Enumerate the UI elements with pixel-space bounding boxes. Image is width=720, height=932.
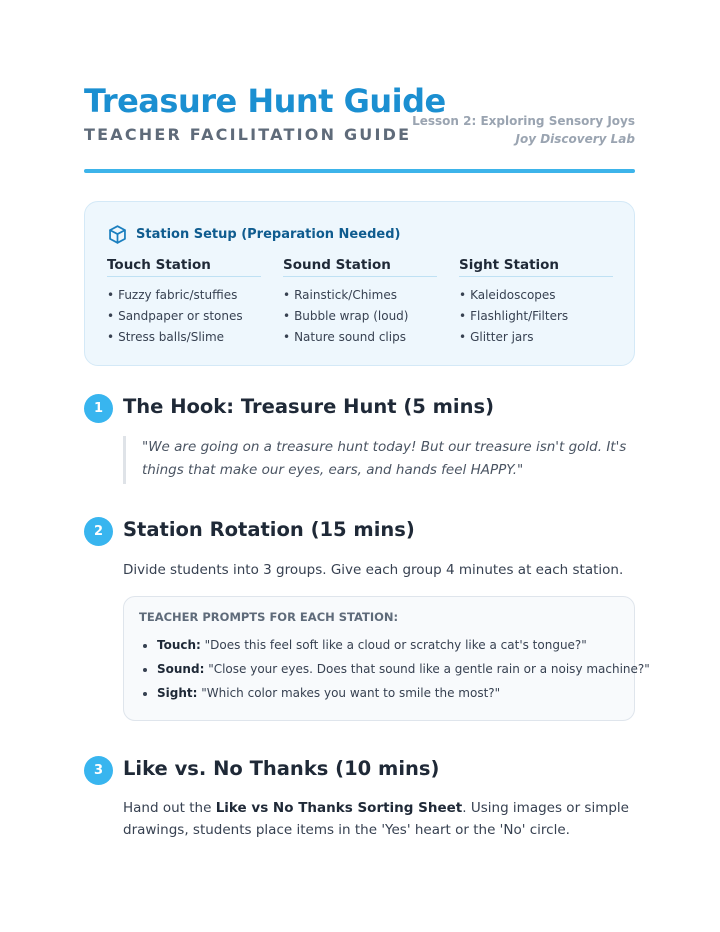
step-number-badge: 3 xyxy=(84,756,113,785)
cube-icon xyxy=(107,224,128,245)
touch-station xyxy=(107,257,261,348)
list-item: • Flashlight/Filters xyxy=(459,306,613,327)
prompt-label: Sight: xyxy=(157,686,198,700)
list-item: • Rainstick/Chimes xyxy=(283,285,437,306)
station-title: Sight Station xyxy=(459,257,613,277)
section-title: Like vs. No Thanks (10 mins) xyxy=(123,757,440,780)
prompt-text: "Which color makes you want to smile the most?" xyxy=(197,686,501,700)
section-body-text xyxy=(123,797,635,841)
header-divider xyxy=(84,169,635,173)
teacher-prompts-box xyxy=(123,596,650,721)
prompts-heading: TEACHER PROMPTS FOR EACH STATION: xyxy=(139,610,399,624)
hook-quote: "We are going on a treasure hunt today! But our treasure isn't gold. It's things that make our eyes, ears, and hands feel HAPPY." xyxy=(123,436,635,484)
page-title: Treasure Hunt Guide xyxy=(84,82,446,120)
list-item: • Kaleidoscopes xyxy=(459,285,613,306)
list-item: • Glitter jars xyxy=(459,327,613,348)
prompt-text: "Does this feel soft like a cloud or scratchy like a cat's tongue?" xyxy=(200,638,587,652)
station-title: Sound Station xyxy=(283,257,437,277)
prompt-item xyxy=(157,657,650,681)
list-item: • Nature sound clips xyxy=(283,327,437,348)
prompt-item xyxy=(157,681,619,705)
body-text-start: Hand out the xyxy=(123,800,216,816)
station-title: Touch Station xyxy=(107,257,261,277)
station-setup-box xyxy=(84,201,635,366)
body-text-end: . Using images or simple drawings, students place items in the 'Yes' heart or the 'No' circle. xyxy=(123,800,629,838)
list-item: • Bubble wrap (loud) xyxy=(283,306,437,327)
sound-station xyxy=(283,257,437,348)
prompt-label: Touch: xyxy=(157,638,201,652)
prompt-text: "Close your eyes. Does that sound like a gentle rain or a noisy machine?" xyxy=(204,662,650,676)
step-number-badge: 1 xyxy=(84,394,113,423)
sorting-sheet-name: Like vs No Thanks Sorting Sheet xyxy=(215,800,463,816)
page-subtitle: TEACHER FACILITATION GUIDE xyxy=(84,125,412,144)
section-title: Station Rotation (15 mins) xyxy=(123,518,415,541)
list-item: • Fuzzy fabric/stuffies xyxy=(107,285,261,306)
lab-label: Joy Discovery Lab xyxy=(515,132,635,146)
station-setup-heading: Station Setup (Preparation Needed) xyxy=(136,226,401,242)
step-number-badge: 2 xyxy=(84,517,113,546)
station-setup-header xyxy=(107,222,400,246)
prompt-label: Sound: xyxy=(157,662,205,676)
lesson-label: Lesson 2: Exploring Sensory Joys xyxy=(412,114,635,128)
sight-station xyxy=(459,257,613,348)
prompt-item xyxy=(157,633,619,657)
section-title: The Hook: Treasure Hunt (5 mins) xyxy=(123,395,495,418)
list-item: • Stress balls/Slime xyxy=(107,327,261,348)
section-body-text: Divide students into 3 groups. Give each group 4 minutes at each station. xyxy=(123,562,624,578)
list-item: • Sandpaper or stones xyxy=(107,306,261,327)
